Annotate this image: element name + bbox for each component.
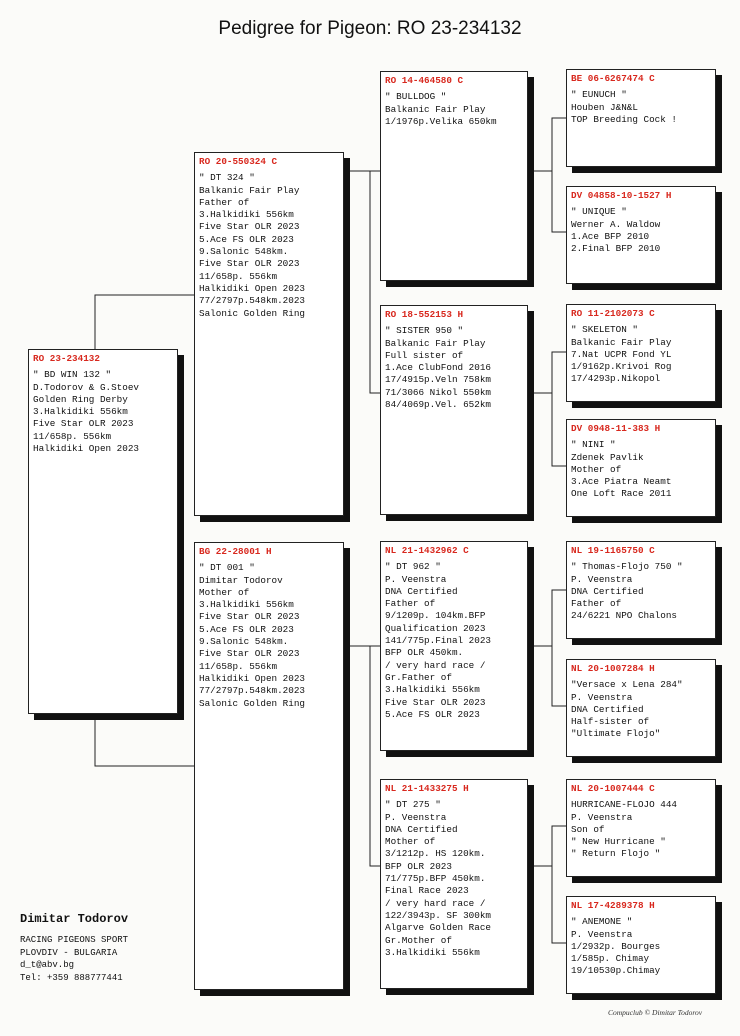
pigeon-info-line: 9.Salonic 548km. bbox=[199, 246, 289, 258]
ring-number: NL 17-4289378 H bbox=[571, 900, 655, 911]
ring-number: RO 20-550324 C bbox=[199, 156, 278, 167]
ring-number: RO 11-2102073 C bbox=[571, 308, 655, 319]
pigeon-name: " Thomas-Flojo 750 " bbox=[571, 561, 683, 573]
ring-number: DV 0948-11-383 H bbox=[571, 423, 661, 434]
breeder-name: Dimitar Todorov bbox=[20, 912, 129, 926]
pigeon-info-line: 5.Ace FS OLR 2023 bbox=[199, 233, 294, 245]
pigeon-info-line: P. Veenstra bbox=[571, 691, 633, 703]
breeder-line: RACING PIGEONS SPORT bbox=[20, 935, 129, 945]
pigeon-info-line: Full sister of bbox=[385, 349, 464, 361]
pigeon-info-line: " New Hurricane " bbox=[571, 836, 666, 848]
pigeon-info-line: P. Veenstra bbox=[385, 811, 447, 823]
pigeon-info-line: Werner A. Waldow bbox=[571, 218, 661, 230]
sire-sire-card bbox=[380, 71, 528, 281]
dam-dam-card bbox=[380, 779, 528, 989]
pigeon-info-line: 3.Halkidiki 556km bbox=[199, 599, 294, 611]
pigeon-info-line: Gr.Father of bbox=[385, 671, 452, 683]
pigeon-info-line: Five Star OLR 2023 bbox=[199, 611, 300, 623]
pigeon-info-line: 5.Ace FS OLR 2023 bbox=[385, 708, 480, 720]
pigeon-name: " BD WIN 132 " bbox=[33, 369, 112, 381]
ring-number: RO 18-552153 H bbox=[385, 309, 464, 320]
pigeon-info-line: 7.Nat UCPR Fond YL bbox=[571, 348, 672, 360]
pigeon-info-line: Dimitar Todorov bbox=[199, 574, 283, 586]
dam-card bbox=[194, 542, 344, 990]
pigeon-info-line: 141/775p.Final 2023 bbox=[385, 635, 492, 647]
pigeon-name: " DT 324 " bbox=[199, 172, 255, 184]
pigeon-info-line: Five Star OLR 2023 bbox=[199, 258, 300, 270]
pigeon-info-line: DNA Certified bbox=[385, 585, 458, 597]
pigeon-info-line: 3.Halkidiki 556km bbox=[385, 684, 480, 696]
sds-card bbox=[566, 304, 716, 402]
pigeon-info-line: 9/1209p. 104km.BFP bbox=[385, 610, 486, 622]
pigeon-info-line: P. Veenstra bbox=[571, 811, 633, 823]
pigeon-info-line: BFP OLR 2023 bbox=[385, 860, 452, 872]
pigeon-info-line: Balkanic Fair Play bbox=[385, 337, 486, 349]
pigeon-info-line: "Ultimate Flojo" bbox=[571, 728, 661, 740]
breeder-email: d_t@abv.bg bbox=[20, 960, 75, 970]
sss-card bbox=[566, 69, 716, 167]
pigeon-info-line: 24/6221 NPO Chalons bbox=[571, 610, 678, 622]
footer-credit: Compuclub © Dimitar Todorov bbox=[608, 1008, 703, 1017]
pigeon-info-line: 11/658p. 556km bbox=[199, 660, 278, 672]
pigeon-name: " DT 275 " bbox=[385, 799, 441, 811]
pigeon-info-line: Golden Ring Derby bbox=[33, 393, 128, 405]
pigeon-info-line: Five Star OLR 2023 bbox=[33, 418, 134, 430]
ring-number: NL 20-1007284 H bbox=[571, 663, 655, 674]
pigeon-name: "Versace x Lena 284" bbox=[571, 679, 683, 691]
ring-number: BG 22-28001 H bbox=[199, 546, 272, 557]
pigeon-info-line: Mother of bbox=[199, 586, 250, 598]
pigeon-info-line: " Return Flojo " bbox=[571, 848, 661, 860]
pigeon-info-line: P. Veenstra bbox=[571, 928, 633, 940]
pigeon-info-line: Five Star OLR 2023 bbox=[199, 221, 300, 233]
pigeon-info-line: 11/658p. 556km bbox=[33, 430, 112, 442]
pigeon-info-line: / very hard race / bbox=[385, 897, 486, 909]
pigeon-info-line: Mother of bbox=[571, 463, 622, 475]
sire-card bbox=[194, 152, 344, 516]
pigeon-info-line: Father of bbox=[385, 598, 436, 610]
pigeon-info-line: 3/1212p. HS 120km. bbox=[385, 848, 486, 860]
ring-number: NL 19-1165750 C bbox=[571, 545, 655, 556]
pigeon-info-line: Mother of bbox=[385, 836, 436, 848]
ssd-card bbox=[566, 186, 716, 284]
pigeon-info-line: / very hard race / bbox=[385, 659, 486, 671]
breeder-info bbox=[20, 912, 128, 984]
ring-number: NL 20-1007444 C bbox=[571, 783, 655, 794]
pigeon-info-line: 1.Ace BFP 2010 bbox=[571, 230, 650, 242]
pigeon-info-line: 77/2797p.548km.2023 bbox=[199, 685, 306, 697]
pigeon-info-line: 1/9162p.Krivoi Rog bbox=[571, 361, 672, 373]
dss-card bbox=[566, 541, 716, 639]
pigeon-info-line: BFP OLR 450km. bbox=[385, 647, 464, 659]
pigeon-info-line: P. Veenstra bbox=[385, 573, 447, 585]
pigeon-info-line: 1/1976p.Velika 650km bbox=[385, 115, 497, 127]
pigeon-name: " SKELETON " bbox=[571, 324, 638, 336]
pigeon-info-line: Five Star OLR 2023 bbox=[199, 648, 300, 660]
pigeon-info-line: Balkanic Fair Play bbox=[199, 184, 300, 196]
pigeon-info-line: 71/775p.BFP 450km. bbox=[385, 873, 486, 885]
pigeon-info-line: Qualification 2023 bbox=[385, 622, 486, 634]
pigeon-info-line: Gr.Mother of bbox=[385, 934, 452, 946]
page-title: Pedigree for Pigeon: RO 23-234132 bbox=[218, 18, 522, 39]
pigeon-info-line: TOP Breeding Cock ! bbox=[571, 113, 678, 125]
ring-number: RO 14-464580 C bbox=[385, 75, 464, 86]
pigeon-info-line: D.Todorov & G.Stoev bbox=[33, 381, 140, 393]
pigeon-info-line: Son of bbox=[571, 823, 605, 835]
pigeon-info-line: 84/4069p.Vel. 652km bbox=[385, 399, 492, 411]
pigeon-name: " EUNUCH " bbox=[571, 89, 627, 101]
dsd-card bbox=[566, 659, 716, 757]
pigeon-info-line: Halkidiki Open 2023 bbox=[33, 443, 140, 455]
pigeon-info-line: 19/10530p.Chimay bbox=[571, 965, 661, 977]
pigeon-info-line: Final Race 2023 bbox=[385, 885, 469, 897]
breeder-phone: Tel: +359 888777441 bbox=[20, 972, 123, 983]
pigeon-name: " DT 001 " bbox=[199, 562, 255, 574]
pigeon-info-line: 3.Ace Piatra Neamt bbox=[571, 476, 672, 488]
pigeon-info-line: Five Star OLR 2023 bbox=[385, 696, 486, 708]
pigeon-info-line: Salonic Golden Ring bbox=[199, 307, 306, 319]
pigeon-name: " ANEMONE " bbox=[571, 916, 633, 928]
breeder-line: PLOVDIV - BULGARIA bbox=[20, 947, 118, 958]
pigeon-info-line: Father of bbox=[199, 196, 250, 208]
pigeon-name: " NINI " bbox=[571, 439, 616, 451]
pigeon-info-line: 2.Final BFP 2010 bbox=[571, 243, 661, 255]
pigeon-info-line: Algarve Golden Race bbox=[385, 922, 492, 934]
ddd-card bbox=[566, 896, 716, 994]
pigeon-info-line: One Loft Race 2011 bbox=[571, 488, 672, 500]
pigeon-info-line: 1/2932p. Bourges bbox=[571, 940, 661, 952]
ring-number: DV 04858-10-1527 H bbox=[571, 190, 672, 201]
pigeon-info-line: Balkanic Fair Play bbox=[571, 336, 672, 348]
dam-sire-card bbox=[380, 541, 528, 751]
sdd-card bbox=[566, 419, 716, 517]
pigeon-info-line: DNA Certified bbox=[571, 585, 644, 597]
pigeon-info-line: Salonic Golden Ring bbox=[199, 697, 306, 709]
pigeon-info-line: P. Veenstra bbox=[571, 573, 633, 585]
ring-number: NL 21-1433275 H bbox=[385, 783, 469, 794]
pigeon-info-line: DNA Certified bbox=[571, 703, 644, 715]
pigeon-info-line: DNA Certified bbox=[385, 823, 458, 835]
pigeon-info-line: 1.Ace ClubFond 2016 bbox=[385, 362, 492, 374]
pigeon-info-line: 9.Salonic 548km. bbox=[199, 636, 289, 648]
sire-dam-card bbox=[380, 305, 528, 515]
pigeon-name: " BULLDOG " bbox=[385, 91, 447, 103]
ring-number: NL 21-1432962 C bbox=[385, 545, 469, 556]
pigeon-info-line: Balkanic Fair Play bbox=[385, 103, 486, 115]
ring-number: RO 23-234132 bbox=[33, 353, 100, 364]
pigeon-info-line: Zdenek Pavlik bbox=[571, 451, 644, 463]
pigeon-info-line: 5.Ace FS OLR 2023 bbox=[199, 623, 294, 635]
pigeon-info-line: Halkidiki Open 2023 bbox=[199, 672, 306, 684]
pigeon-info-line: Halkidiki Open 2023 bbox=[199, 282, 306, 294]
subject-pigeon-card bbox=[28, 349, 178, 714]
pigeon-info-line: 122/3943p. SF 300km bbox=[385, 909, 492, 921]
pigeon-info-line: Father of bbox=[571, 598, 622, 610]
pigeon-info-line: 71/3066 Nikol 550km bbox=[385, 386, 492, 398]
pigeon-name: " DT 962 " bbox=[385, 561, 441, 573]
dds-card bbox=[566, 779, 716, 877]
pigeon-info-line: 11/658p. 556km bbox=[199, 270, 278, 282]
pigeon-info-line: 17/4915p.Veln 758km bbox=[385, 374, 492, 386]
pigeon-info-line: 3.Halkidiki 556km bbox=[385, 946, 480, 958]
pigeon-name: " SISTER 950 " bbox=[385, 325, 464, 337]
pigeon-name: HURRICANE-FLOJO 444 bbox=[571, 799, 678, 811]
pigeon-info-line: 1/585p. Chimay bbox=[571, 953, 650, 965]
pigeon-info-line: Houben J&N&L bbox=[571, 101, 638, 113]
pigeon-info-line: 77/2797p.548km.2023 bbox=[199, 295, 306, 307]
pigeon-info-line: 3.Halkidiki 556km bbox=[199, 209, 294, 221]
pigeon-info-line: 17/4293p.Nikopol bbox=[571, 373, 661, 385]
pigeon-name: " UNIQUE " bbox=[571, 206, 627, 218]
ring-number: BE 06-6267474 C bbox=[571, 73, 655, 84]
pigeon-info-line: Half-sister of bbox=[571, 716, 650, 728]
pigeon-info-line: 3.Halkidiki 556km bbox=[33, 406, 128, 418]
